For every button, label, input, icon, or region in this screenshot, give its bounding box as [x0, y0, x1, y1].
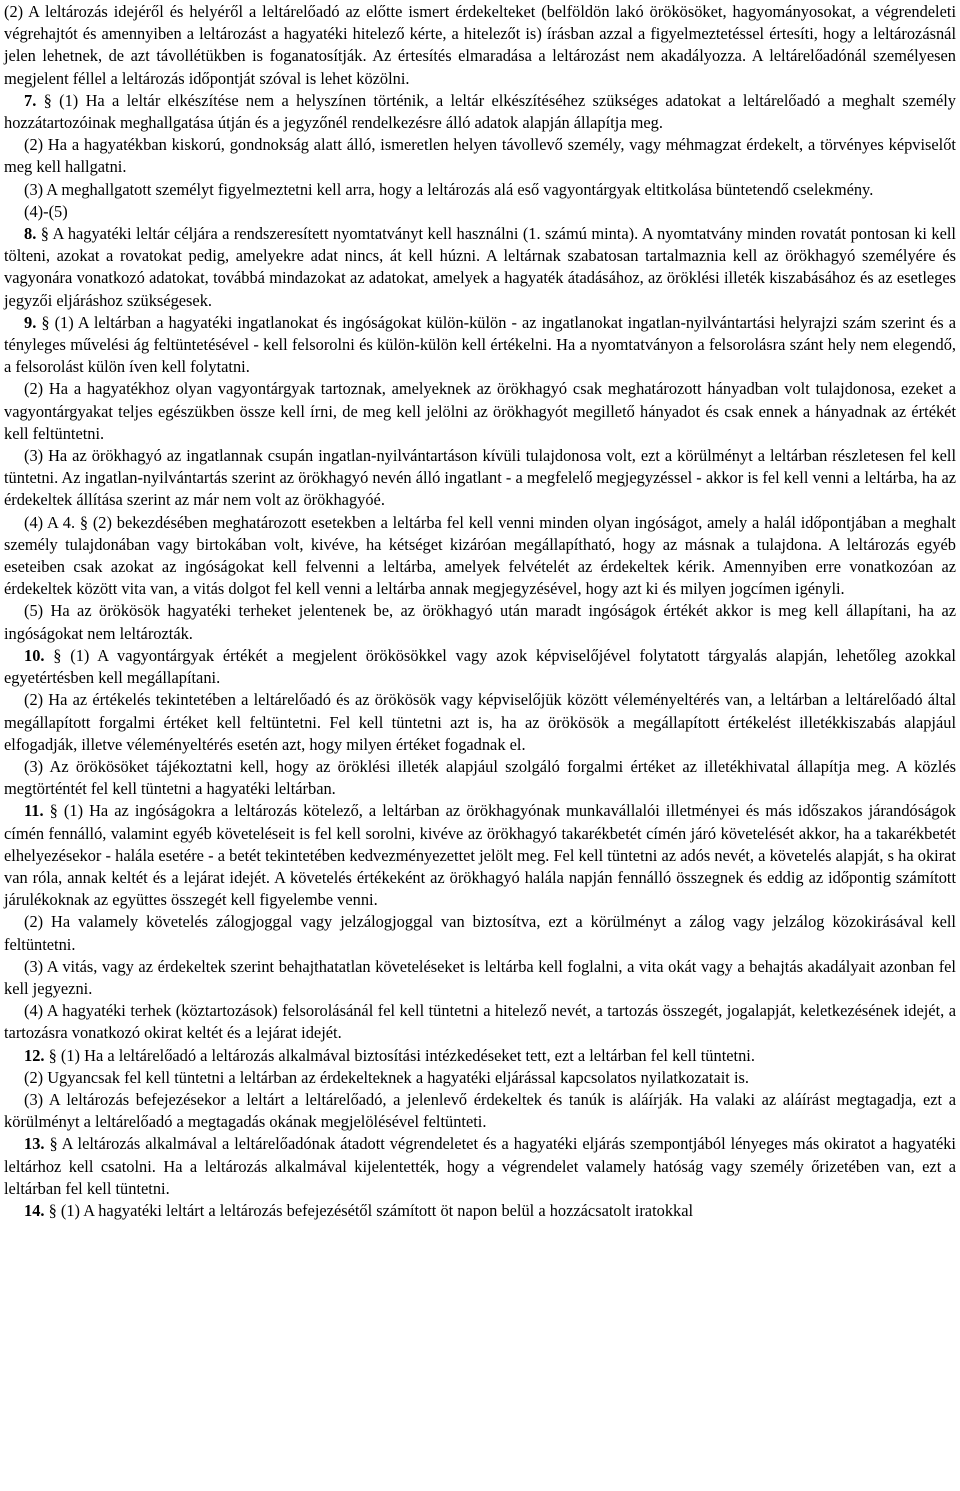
paragraph-text: (3) A vitás, vagy az érdekeltek szerint behajthatatlan követeléseket is leltárba kell foglalni, a vita okát vagy a behajtás akadályait azonban fel kell jegyezni. — [4, 956, 956, 998]
section-number: 8. — [24, 224, 37, 244]
paragraph-text: (2) Ha a hagyatékhoz olyan vagyontárgyak tartoznak, amelyeknek az örökhagyó csak meghatározott hányadban volt tulajdonosa, ezeket a vagyontárgyakat teljes egészükben össze kell írni, de meg kell jelölni az örökhagyót megillető hányadot és csak ennek a hányadnak az értékét kell feltüntetni. — [4, 379, 956, 443]
paragraph-text: (2) Ugyancsak fel kell tüntetni a leltárban az érdekelteknek a hagyatéki eljárással kapcsolatos nyilatkozatait is. — [24, 1067, 749, 1087]
paragraph-text: (3) Ha az örökhagyó az ingatlannak csupán ingatlan-nyilvántartáson kívüli tulajdonosa volt, ezt a körülményt a leltárban részletesen fel kell tüntetni. Az ingatlan-nyilvántartás szerint az örökhagyó nevén álló ingatlant - a megfelelő megjegyzéssel - akkor is fel kell venni a leltárba, ha az érdekeltek állítása szerint az már nem volt az örökhagyóé. — [4, 446, 956, 510]
paragraph-text: (2) Ha a hagyatékban kiskorú, gondnokság alatt álló, ismeretlen helyen távollevő személy, vagy méhmagzat érdekelt, a törvényes képviselőt meg kell hallgatni. — [4, 135, 956, 177]
section-number: 7. — [24, 90, 37, 110]
paragraph-text: (4)-(5) — [24, 201, 68, 221]
paragraph-text: (4) A 4. § (2) bekezdésében meghatározott esetekben a leltárba fel kell venni minden olyan ingóságot, amely a halál időpontjában a meghalt személy tulajdonában vagy birtokában volt, kivéve, ha kétséget kizáróan megállapítható, hogy az másnak a tulajdona. A leltározás egyéb eseteiben csak azokat az ingóságokat kell felvenni a leltárba, amelyek felvételét az érdekeltek kérik. Amennyiben erre vonatkozóan az érdekeltek között vita van, a vitás dolgot fel kell venni a leltárba annak megjegyzésével, hogy azt ki és milyen jogcímen igényli. — [4, 512, 956, 599]
paragraph — [4, 645, 956, 689]
paragraph — [4, 1, 956, 90]
paragraph — [4, 90, 956, 134]
paragraph — [4, 201, 956, 223]
paragraph — [4, 956, 956, 1000]
paragraph — [4, 911, 956, 955]
section-number: 9. — [24, 312, 37, 332]
paragraph-text: § A leltározás alkalmával a leltárelőadónak átadott végrendeletet és a hagyatéki eljárás szempontjából lényeges más okiratot a hagyatéki leltárhoz kell csatolni. Ha a leltározás alkalmával kijelentették, hogy a végrendelet valamely hatóság vagy személy őrizetében van, ezt a leltárban fel kell tüntetni. — [4, 1134, 956, 1198]
paragraph — [4, 1200, 956, 1222]
section-number: 13. — [24, 1134, 45, 1154]
paragraph — [4, 1000, 956, 1044]
paragraph — [4, 1089, 956, 1133]
paragraph — [4, 378, 956, 445]
paragraph-text: (3) A meghallgatott személyt figyelmeztetni kell arra, hogy a leltározás alá eső vagyontárgyak eltitkolása büntetendő cselekmény. — [24, 179, 874, 199]
paragraph — [4, 1067, 956, 1089]
paragraph — [4, 689, 956, 756]
paragraph — [4, 1133, 956, 1200]
section-number: 10. — [24, 645, 45, 665]
paragraph — [4, 512, 956, 601]
paragraph-text: § (1) Ha a leltárelőadó a leltározás alkalmával biztosítási intézkedéseket tett, ezt a leltárban fel kell tüntetni. — [48, 1045, 755, 1065]
paragraph — [4, 134, 956, 178]
paragraph — [4, 1045, 956, 1067]
paragraph-text: (5) Ha az örökösök hagyatéki terheket jelentenek be, az örökhagyó után maradt ingóságok értékét akkor is meg kell állapítani, ha az ingóságokat nem leltározták. — [4, 601, 956, 643]
paragraph — [4, 800, 956, 911]
paragraph-text: (2) A leltározás idejéről és helyéről a leltárelőadó az előtte ismert érdekelteket (belföldön lakó örökösöket, hagyományosokat, a végrendeleti végrehajtót és amennyiben a leltározást a hagyatéki hitelező kérte, a hitelezőt is) írásban azzal a figyelmeztetéssel értesíti, hogy a leltározásnál jelen lehetnek, de azt távollétükben is foganatosítják. Az értesítés elmaradása a leltározást nem akadályozza. A leltárelőadónál személyesen megjelent féllel a leltározás időpontját szóval is lehet közölni. — [4, 2, 956, 88]
section-number: 14. — [24, 1200, 45, 1220]
paragraph — [4, 223, 956, 312]
paragraph-text: § A hagyatéki leltár céljára a rendszeresített nyomtatványt kell használni (1. számú minta). A nyomtatvány minden rovatát pontosan ki kell tölteni, azokat a rovatokat pedig, amelyekre adat nincs, át kell húzni. A leltárnak szabatosan tartalmaznia kell az örökhagyó személyére és vagyonára vonatkozó adatokat, továbbá mindazokat az adatokat, amelyek a hagyaték átadásához, az öröklési illeték kiszabásához és az esetleges jegyzői eljáráshoz szükségesek. — [4, 224, 956, 310]
paragraph-text: § (1) A leltárban a hagyatéki ingatlanokat és ingóságokat külön-külön - az ingatlanokat ingatlan-nyilvántartási helyrajzi szám szerint és a tényleges művelési ág feltüntetésével - kell felsorolni és külön-külön kell értékelni. Ha a nyomtatványon a felsorolásra szánt hely nem elegendő, a felsorolást külön íven kell folytatni. — [4, 312, 957, 377]
paragraph — [4, 312, 956, 379]
paragraph-text: § (1) A hagyatéki leltárt a leltározás befejezésétől számított öt napon belül a hozzácsatolt iratokkal — [48, 1200, 694, 1220]
paragraph-text: (3) Az örökösöket tájékoztatni kell, hogy az öröklési illeték alapjául szolgáló forgalmi értéket az illetékhivatal állapítja meg. A közlés megtörténtét fel kell tüntetni a hagyatéki leltárban. — [4, 756, 956, 799]
paragraph-text: (3) A leltározás befejezésekor a leltárt a leltárelőadó, a jelenlevő érdekeltek és tanúk is aláírják. Ha valaki az aláírást megtagadja, ezt a körülményt a leltárelőadó a megtagadás okának megjelölésével feltünteti. — [4, 1089, 956, 1132]
paragraph-text: § (1) Ha az ingóságokra a leltározás kötelező, a leltárban az örökhagyónak munkavállalói illetményei és más időszakos járandóságok címén fennálló, valamint egyéb követeléseit is fel kell sorolni, kivéve az örökhagyó takarékbetét címén járó követelését akkor, ha a takarékbetét elhelyezésekor - halála esetére - a betét tekintetében kedvezményezettet jelölt meg. Fel kell tüntetni az adós nevét, a követelés alapját, s ha okirat van róla, annak keltét és a lejárat idejét. A követelés értékeként az örökhagyó halála napján fennálló összegnek és eddig az időpontig számított járulékoknak az együttes összegét kell figyelembe venni. — [4, 801, 956, 910]
paragraph — [4, 179, 956, 201]
paragraph-text: (2) Ha valamely követelés zálogjoggal vagy jelzálogjoggal van biztosítva, ezt a körülményt a zálog vagy jelzálog közokirásával kell feltüntetni. — [4, 912, 956, 954]
section-number: 12. — [24, 1045, 45, 1065]
paragraph-text: (2) Ha az értékelés tekintetében a leltárelőadó és az örökösök vagy képviselőjük között véleményeltérés van, a leltárban a leltárelőadó által megállapított forgalmi értéket kell feltüntetni. Fel kell tüntetni azt is, ha az örökösök a megállapított értékelést illetékkiszabás alapjául elfogadják, illetve véleményeltérés esetén azt, hogy milyen értéket fogadnak el. — [4, 690, 956, 754]
paragraph-text: § (1) A vagyontárgyak értékét a megjelent örökösökkel vagy azok képviselőjével folytatott tárgyalás alapján, lehetőleg azokkal egyetértésben kell megállapítani. — [4, 645, 956, 688]
paragraph-text: (4) A hagyatéki terhek (köztartozások) felsorolásánál fel kell tüntetni a hitelező nevét, a tartozás összegét, jogalapját, keletkezésének idejét, a tartozásra vonatkozó okirat keltét és a lejárat idejét. — [4, 1001, 956, 1043]
paragraph — [4, 445, 956, 512]
paragraph — [4, 756, 956, 800]
paragraph — [4, 600, 956, 644]
paragraph-text: § (1) Ha a leltár elkészítése nem a helyszínen történik, a leltár elkészítéséhez szükséges adatokat a leltárelőadó a meghalt személy hozzátartozóinak meghallgatása útján és a jegyzőnél rendelkezésre álló adatok alapján állapítja meg. — [4, 90, 956, 133]
section-number: 11. — [24, 801, 44, 821]
